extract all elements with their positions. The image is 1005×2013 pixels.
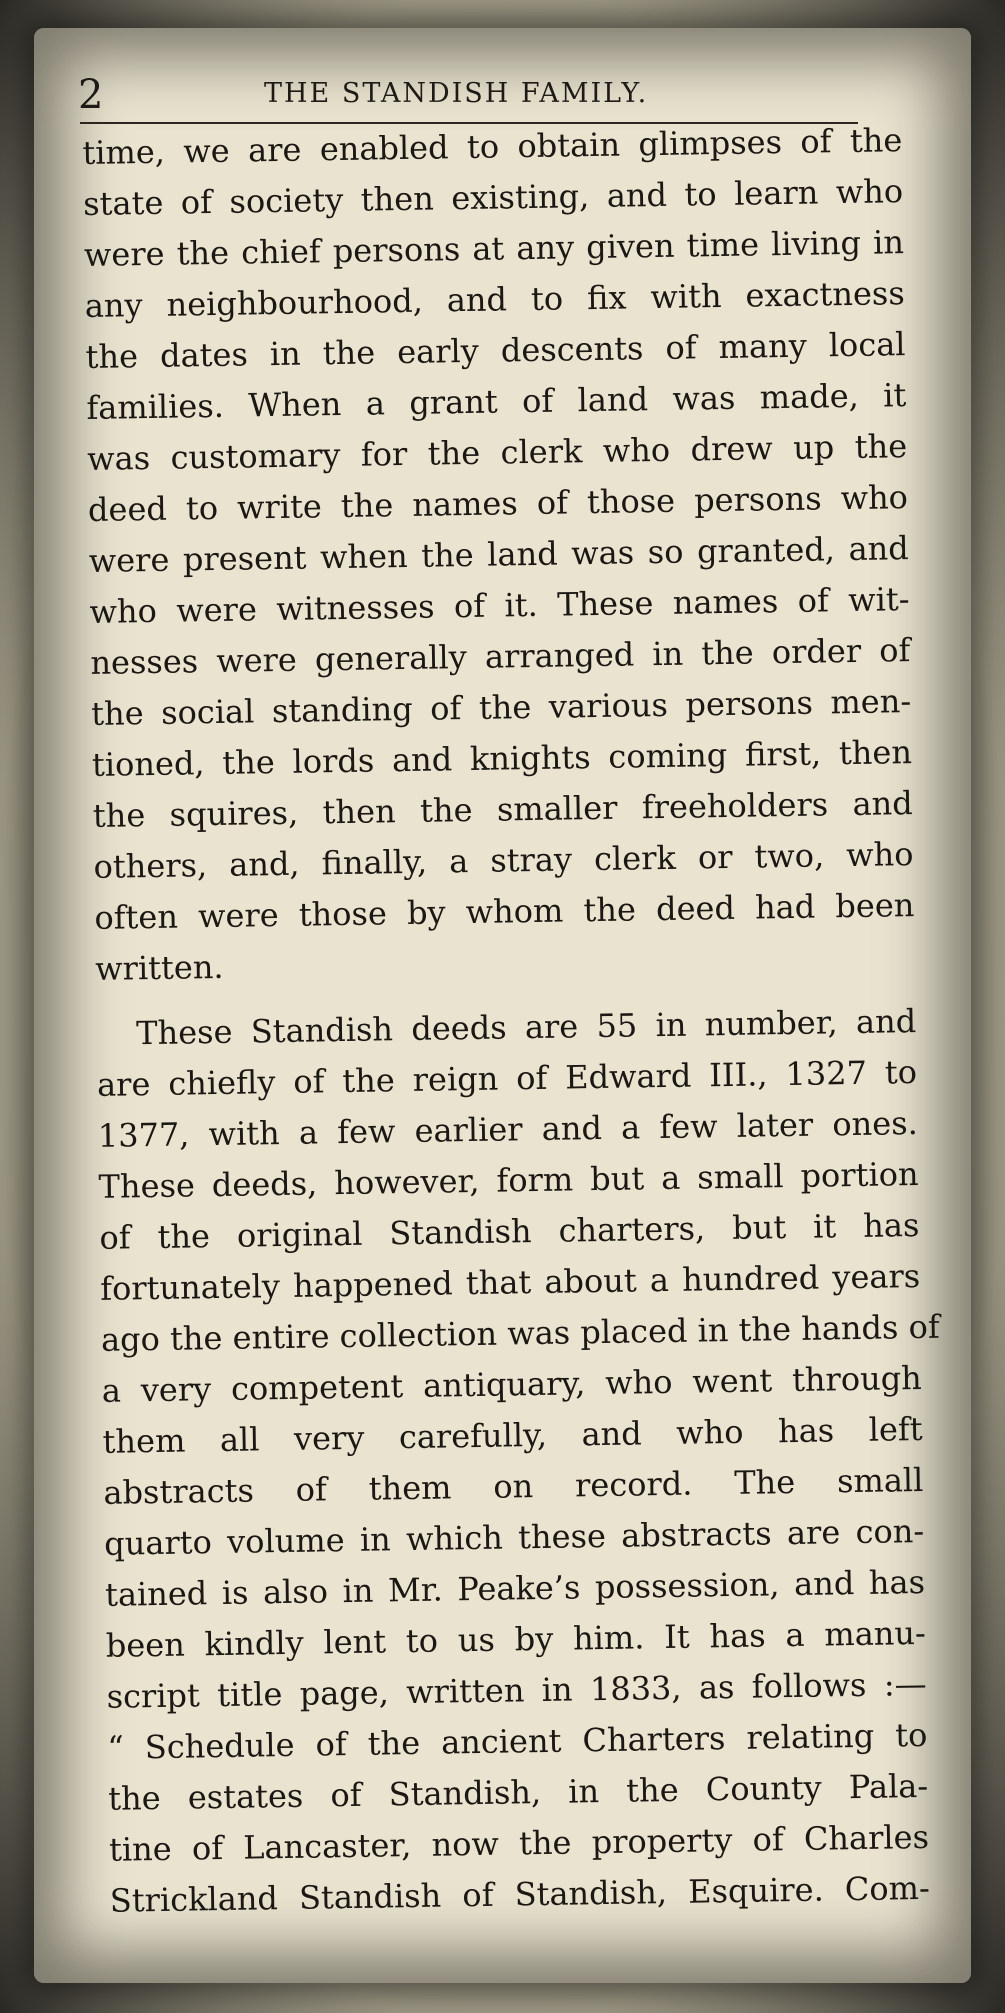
text-line: These Standish deeds are 55 in number, and bbox=[135, 1002, 917, 1053]
text-line: time, we are enabled to obtain glimpses of the bbox=[82, 121, 903, 172]
text-line: others, and, finally, a stray clerk or two, who bbox=[93, 835, 914, 886]
text-line: any neighbourhood, and to fix with exactness bbox=[84, 274, 905, 325]
text-line: were the chief persons at any given time living in bbox=[83, 223, 905, 274]
paragraph-2 bbox=[96, 996, 940, 1927]
text-line: tioned, the lords and knights coming first, then bbox=[91, 733, 913, 784]
text-line: ago the entire collection was placed in the hands of bbox=[100, 1307, 940, 1359]
text-line: who were witnesses of it. These names of wit- bbox=[89, 580, 910, 631]
page-number: 2 bbox=[78, 72, 104, 118]
text-line: written. bbox=[94, 947, 224, 988]
text-line: These deeds, however, form but a small portion bbox=[98, 1154, 919, 1206]
text-line: the squires, then the smaller freeholders and bbox=[92, 784, 914, 835]
text-line: abstracts of them on record. The small bbox=[103, 1460, 924, 1512]
text-line: the estates of Standish, in the County Pala- bbox=[107, 1766, 929, 1818]
paragraph-1 bbox=[82, 115, 916, 995]
text-line: the social standing of the various persons men- bbox=[90, 682, 912, 733]
body-text bbox=[82, 115, 940, 1927]
text-line: script title page, written in 1833, as follows :— bbox=[106, 1664, 927, 1716]
text-line: families. When a grant of land was made, it bbox=[86, 376, 907, 427]
text-line: are chiefly of the reign of Edward III., 1327 to bbox=[96, 1053, 918, 1104]
text-line: deed to write the names of those persons who bbox=[87, 478, 909, 529]
text-line: fortunately happened that about a hundred years bbox=[99, 1256, 921, 1308]
text-line: state of society then existing, and to learn who bbox=[82, 172, 904, 223]
text-line: 1377, with a few earlier and a few later ones. bbox=[97, 1103, 919, 1155]
text-line: tained is also in Mr. Peake’s possession, and has bbox=[104, 1562, 926, 1614]
text-line: a very competent antiquary, who went through bbox=[101, 1358, 923, 1410]
book-page bbox=[34, 28, 971, 1983]
text-line: the dates in the early descents of many local bbox=[85, 325, 906, 376]
text-line: often were those by whom the deed had been bbox=[94, 886, 915, 937]
text-line: was customary for the clerk who drew up the bbox=[86, 427, 908, 478]
text-line: tine of Lancaster, now the property of Charles bbox=[108, 1817, 930, 1869]
text-line: were present when the land was so granted, and bbox=[88, 529, 909, 580]
text-line: quarto volume in which these abstracts are con- bbox=[103, 1511, 925, 1563]
text-line: nesses were generally arranged in the order of bbox=[90, 631, 911, 682]
text-line: “ Schedule of the ancient Charters relating to bbox=[107, 1715, 928, 1767]
running-title: THE STANDISH FAMILY. bbox=[264, 78, 649, 109]
text-line: Strickland Standish of Standish, Esquire. Com- bbox=[109, 1868, 931, 1920]
text-line: of the original Standish charters, but it has bbox=[99, 1205, 920, 1257]
text-line: been kindly lent to us by him. It has a manu- bbox=[105, 1613, 927, 1665]
text-line: them all very carefully, and who has left bbox=[102, 1409, 923, 1461]
page-header bbox=[78, 56, 878, 116]
